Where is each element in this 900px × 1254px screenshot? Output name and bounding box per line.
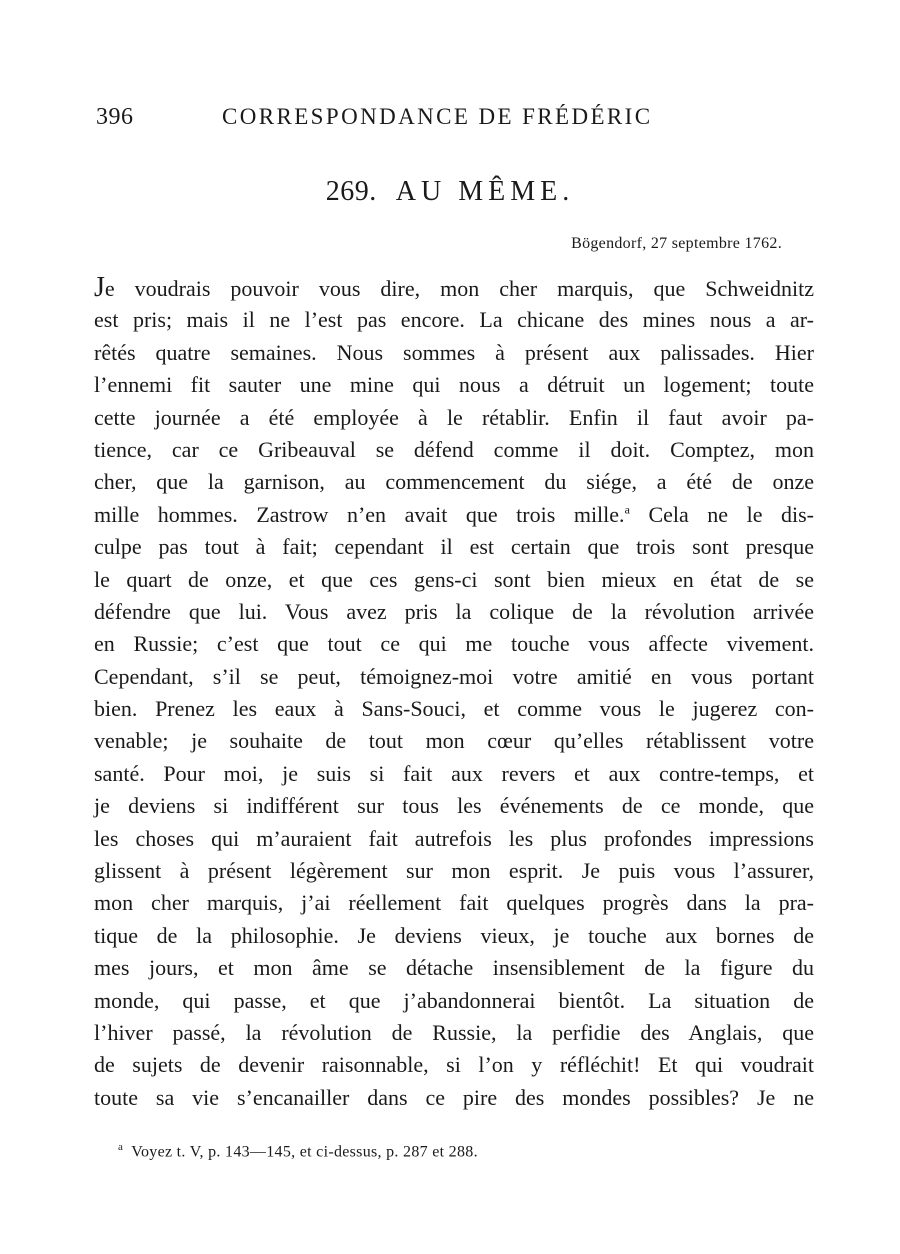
body-line: Je voudrais pouvoir vous dire, mon cher marquis, que Schweidnitz	[94, 272, 814, 303]
body-line-text: mille hommes. Zastrow n’en avait que trois mille.	[94, 501, 625, 527]
body-line: rêtés quatre semaines. Nous sommes à présent aux palissades. Hier	[94, 339, 814, 365]
body-line: venable; je souhaite de tout mon cœur qu’elles rétablissent votre	[94, 728, 814, 754]
body-line: défendre que lui. Vous avez pris la colique de la révolution arrivée	[94, 598, 814, 624]
body-line: monde, qui passe, et que j’abandonnerai bientôt. La situation de	[94, 987, 814, 1013]
body-line-continuation: Cela ne le dis-	[648, 501, 815, 527]
letter-heading	[0, 176, 900, 208]
page-number: 396	[96, 104, 134, 130]
body-line: est pris; mais il ne l’est pas encore. La chicane des mines nous a ar-	[94, 307, 814, 333]
body-line: culpe pas tout à fait; cependant il est certain que trois sont presque	[94, 534, 814, 560]
body-line: tique de la philosophie. Je deviens vieux, je touche aux bornes de	[94, 922, 814, 948]
footnote	[118, 1141, 478, 1161]
body-line: l’ennemi fit sauter une mine qui nous a détruit un logement; toute	[94, 372, 814, 398]
letter-body	[94, 272, 814, 1114]
body-line: les choses qui m’auraient fait autrefois les plus profondes impressions	[94, 825, 814, 851]
body-line: mon cher marquis, j’ai réellement fait quelques progrès dans la pra-	[94, 890, 814, 916]
body-line: santé. Pour moi, je suis si fait aux revers et aux contre-temps, et	[94, 760, 814, 786]
dateline: Bögendorf, 27 septembre 1762.	[571, 235, 782, 252]
running-title: CORRESPONDANCE DE FRÉDÉRIC	[222, 104, 653, 129]
footnote-text: Voyez t. V, p. 143—145, et ci-dessus, p. 287 et 288.	[131, 1143, 478, 1161]
letter-title: AU MÊME.	[395, 176, 575, 207]
body-line: tience, car ce Gribeauval se défend comme il doit. Comptez, mon	[94, 436, 814, 462]
body-line: mes jours, et mon âme se détache insensiblement de la figure du	[94, 955, 814, 981]
body-line: le quart de onze, et que ces gens-ci sont bien mieux en état de se	[94, 566, 814, 592]
body-line: je deviens si indifférent sur tous les événements de ce monde, que	[94, 793, 814, 819]
body-line: de sujets de devenir raisonnable, si l’on y réfléchit! Et qui voudrait	[94, 1052, 814, 1078]
body-line: bien. Prenez les eaux à Sans-Souci, et comme vous le jugerez con-	[94, 696, 814, 722]
footnote-reference[interactable]: a	[624, 502, 630, 517]
letter-number: 269.	[325, 176, 377, 207]
body-line: toute sa vie s’encanailler dans ce pire des mondes possibles? Je ne	[94, 1084, 814, 1110]
body-line: cher, que la garnison, au commencement du siége, a été de onze	[94, 469, 814, 495]
body-line: l’hiver passé, la révolution de Russie, la perfidie des Anglais, que	[94, 1019, 814, 1045]
footnote-mark: a	[118, 1141, 124, 1153]
body-line-with-footnote	[94, 499, 814, 531]
body-line: Cependant, s’il se peut, témoignez-moi votre amitié en vous portant	[94, 663, 814, 689]
body-line: glissent à présent légèrement sur mon esprit. Je puis vous l’assurer,	[94, 858, 814, 884]
running-head	[96, 104, 816, 136]
body-line: cette journée a été employée à le rétablir. Enfin il faut avoir pa-	[94, 404, 814, 430]
body-line: en Russie; c’est que tout ce qui me touche vous affecte vivement.	[94, 631, 814, 657]
